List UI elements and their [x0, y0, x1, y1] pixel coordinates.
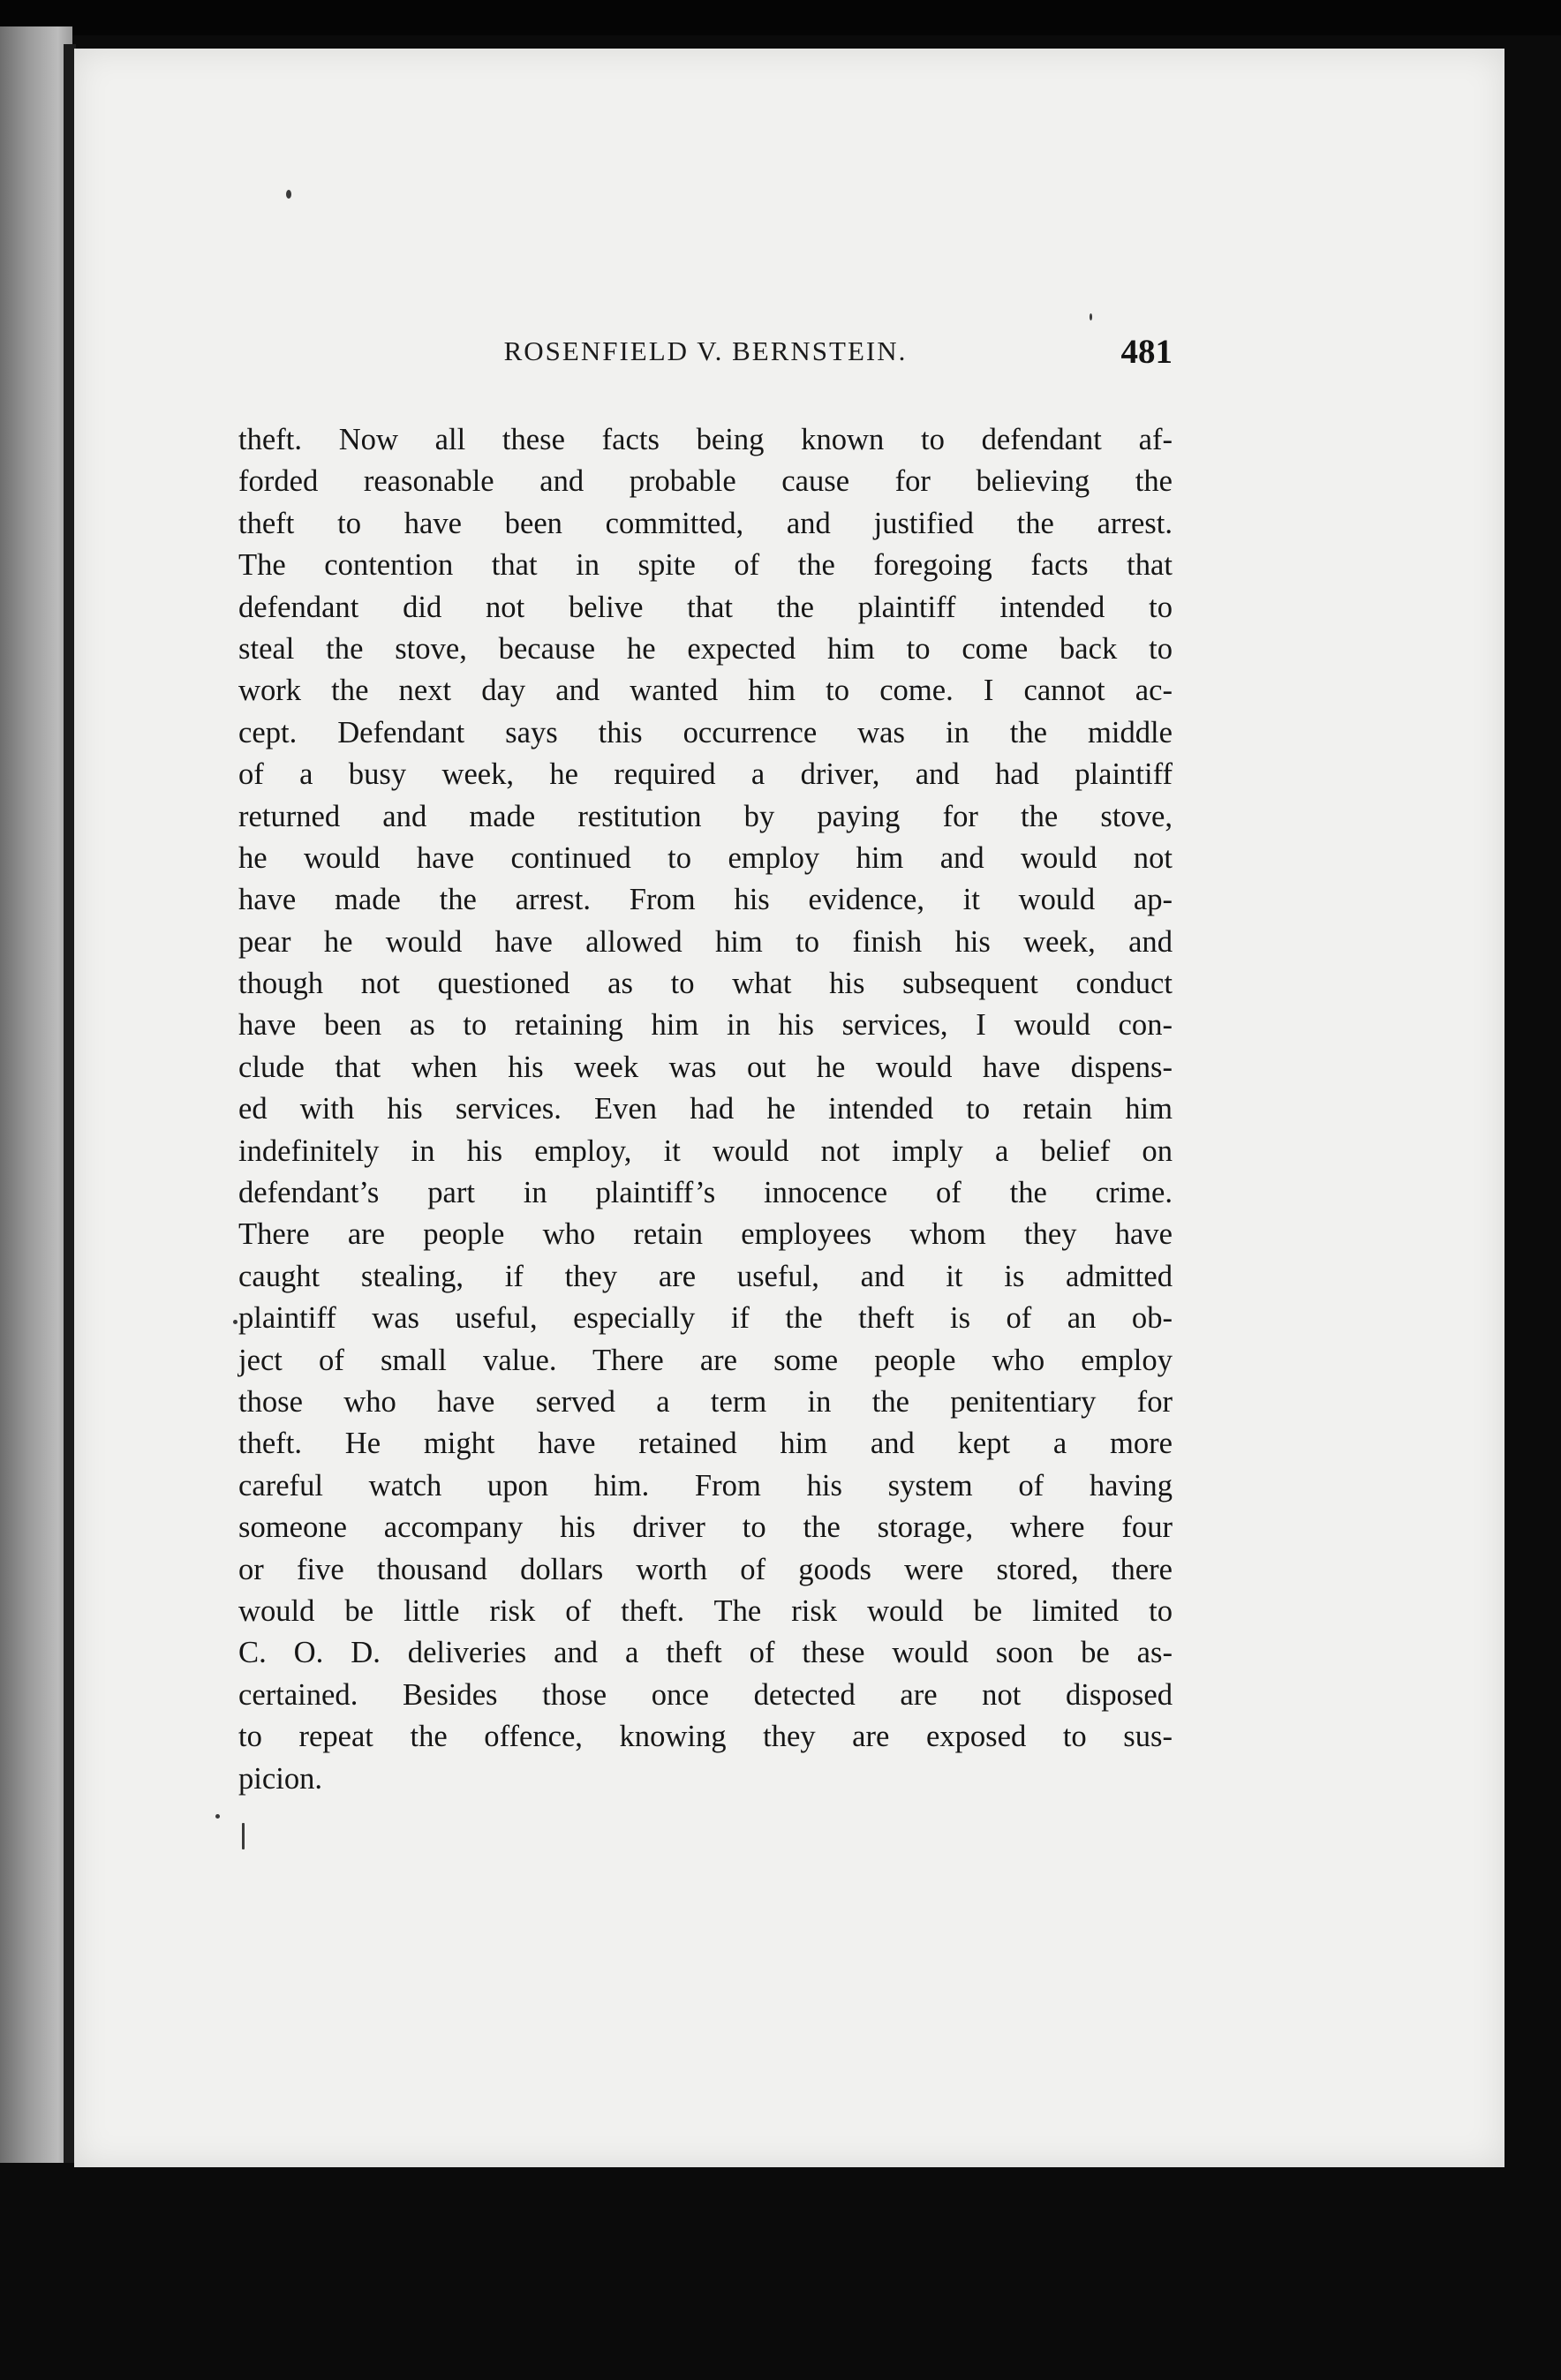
- print-speck: [215, 1814, 220, 1819]
- text-line: steal the stove, because he expected him to come back to: [238, 631, 1173, 666]
- text-line: ject of small value. There are some people who employ: [238, 1343, 1173, 1377]
- body-text: [238, 419, 1173, 1800]
- print-speck: [242, 1823, 245, 1849]
- running-head: [238, 335, 1173, 388]
- text-line: The contention that in spite of the foregoing facts that: [238, 548, 1173, 583]
- text-line: or five thousand dollars worth of goods were stored, there: [238, 1552, 1173, 1586]
- text-line: C. O. D. deliveries and a theft of these would soon be as-: [238, 1636, 1173, 1670]
- text-line: theft. He might have retained him and kept a more: [238, 1427, 1173, 1461]
- text-line: theft. Now all these facts being known to defendant af-: [238, 423, 1173, 456]
- text-line: of a busy week, he required a driver, and had plaintiff: [238, 757, 1173, 792]
- text-line: those who have served a term in the penitentiary for: [238, 1384, 1173, 1419]
- print-speck: [286, 190, 291, 199]
- print-speck: [1090, 313, 1092, 320]
- text-line: have been as to retaining him in his services, I would con-: [238, 1008, 1173, 1043]
- text-line: work the next day and wanted him to come. I cannot ac-: [238, 674, 1173, 708]
- text-line: to repeat the offence, knowing they are exposed to sus-: [238, 1720, 1173, 1754]
- text-line: plaintiff was useful, especially if the theft is of an ob-: [238, 1301, 1173, 1336]
- text-line: careful watch upon him. From his system of having: [238, 1468, 1173, 1503]
- text-line: cept. Defendant says this occurrence was in the middle: [238, 715, 1173, 749]
- text-line: certained. Besides those once detected are not disposed: [238, 1677, 1173, 1712]
- text-line: defendant did not belive that the plaintiff intended to: [238, 590, 1173, 624]
- scan-left-edge: [0, 26, 72, 2163]
- text-line: he would have continued to employ him and would not: [238, 840, 1173, 875]
- text-line: someone accompany his driver to the storage, where four: [238, 1510, 1173, 1545]
- text-line: ed with his services. Even had he intended to retain him: [238, 1092, 1173, 1126]
- text-line: returned and made restitution by paying for the stove,: [238, 799, 1173, 833]
- text-line: though not questioned as to what his subsequent conduct: [238, 967, 1173, 1001]
- text-line: caught stealing, if they are useful, and it is admitted: [238, 1259, 1173, 1293]
- text-line: indefinitely in his employ, it would not imply a belief on: [238, 1134, 1173, 1168]
- text-line: There are people who retain employees whom they have: [238, 1217, 1173, 1252]
- text-line: clude that when his week was out he would have dispens-: [238, 1050, 1173, 1084]
- running-head-title: ROSENFIELD V. BERNSTEIN.: [503, 335, 908, 366]
- text-line: forded reasonable and probable cause for believing the: [238, 464, 1173, 499]
- page-number: 481: [1120, 333, 1173, 371]
- text-line: have made the arrest. From his evidence, it would ap-: [238, 883, 1173, 917]
- text-line: pear he would have allowed him to finish his week, and: [238, 924, 1173, 959]
- text-line: picion.: [238, 1761, 323, 1796]
- text-line: defendant’s part in plaintiff’s innocence of the crime.: [238, 1176, 1173, 1210]
- print-speck: [233, 1320, 238, 1324]
- text-line: would be little risk of theft. The risk would be limited to: [238, 1593, 1173, 1628]
- text-line: theft to have been committed, and justified the arrest.: [238, 506, 1173, 540]
- scan-top-border: [0, 0, 1561, 35]
